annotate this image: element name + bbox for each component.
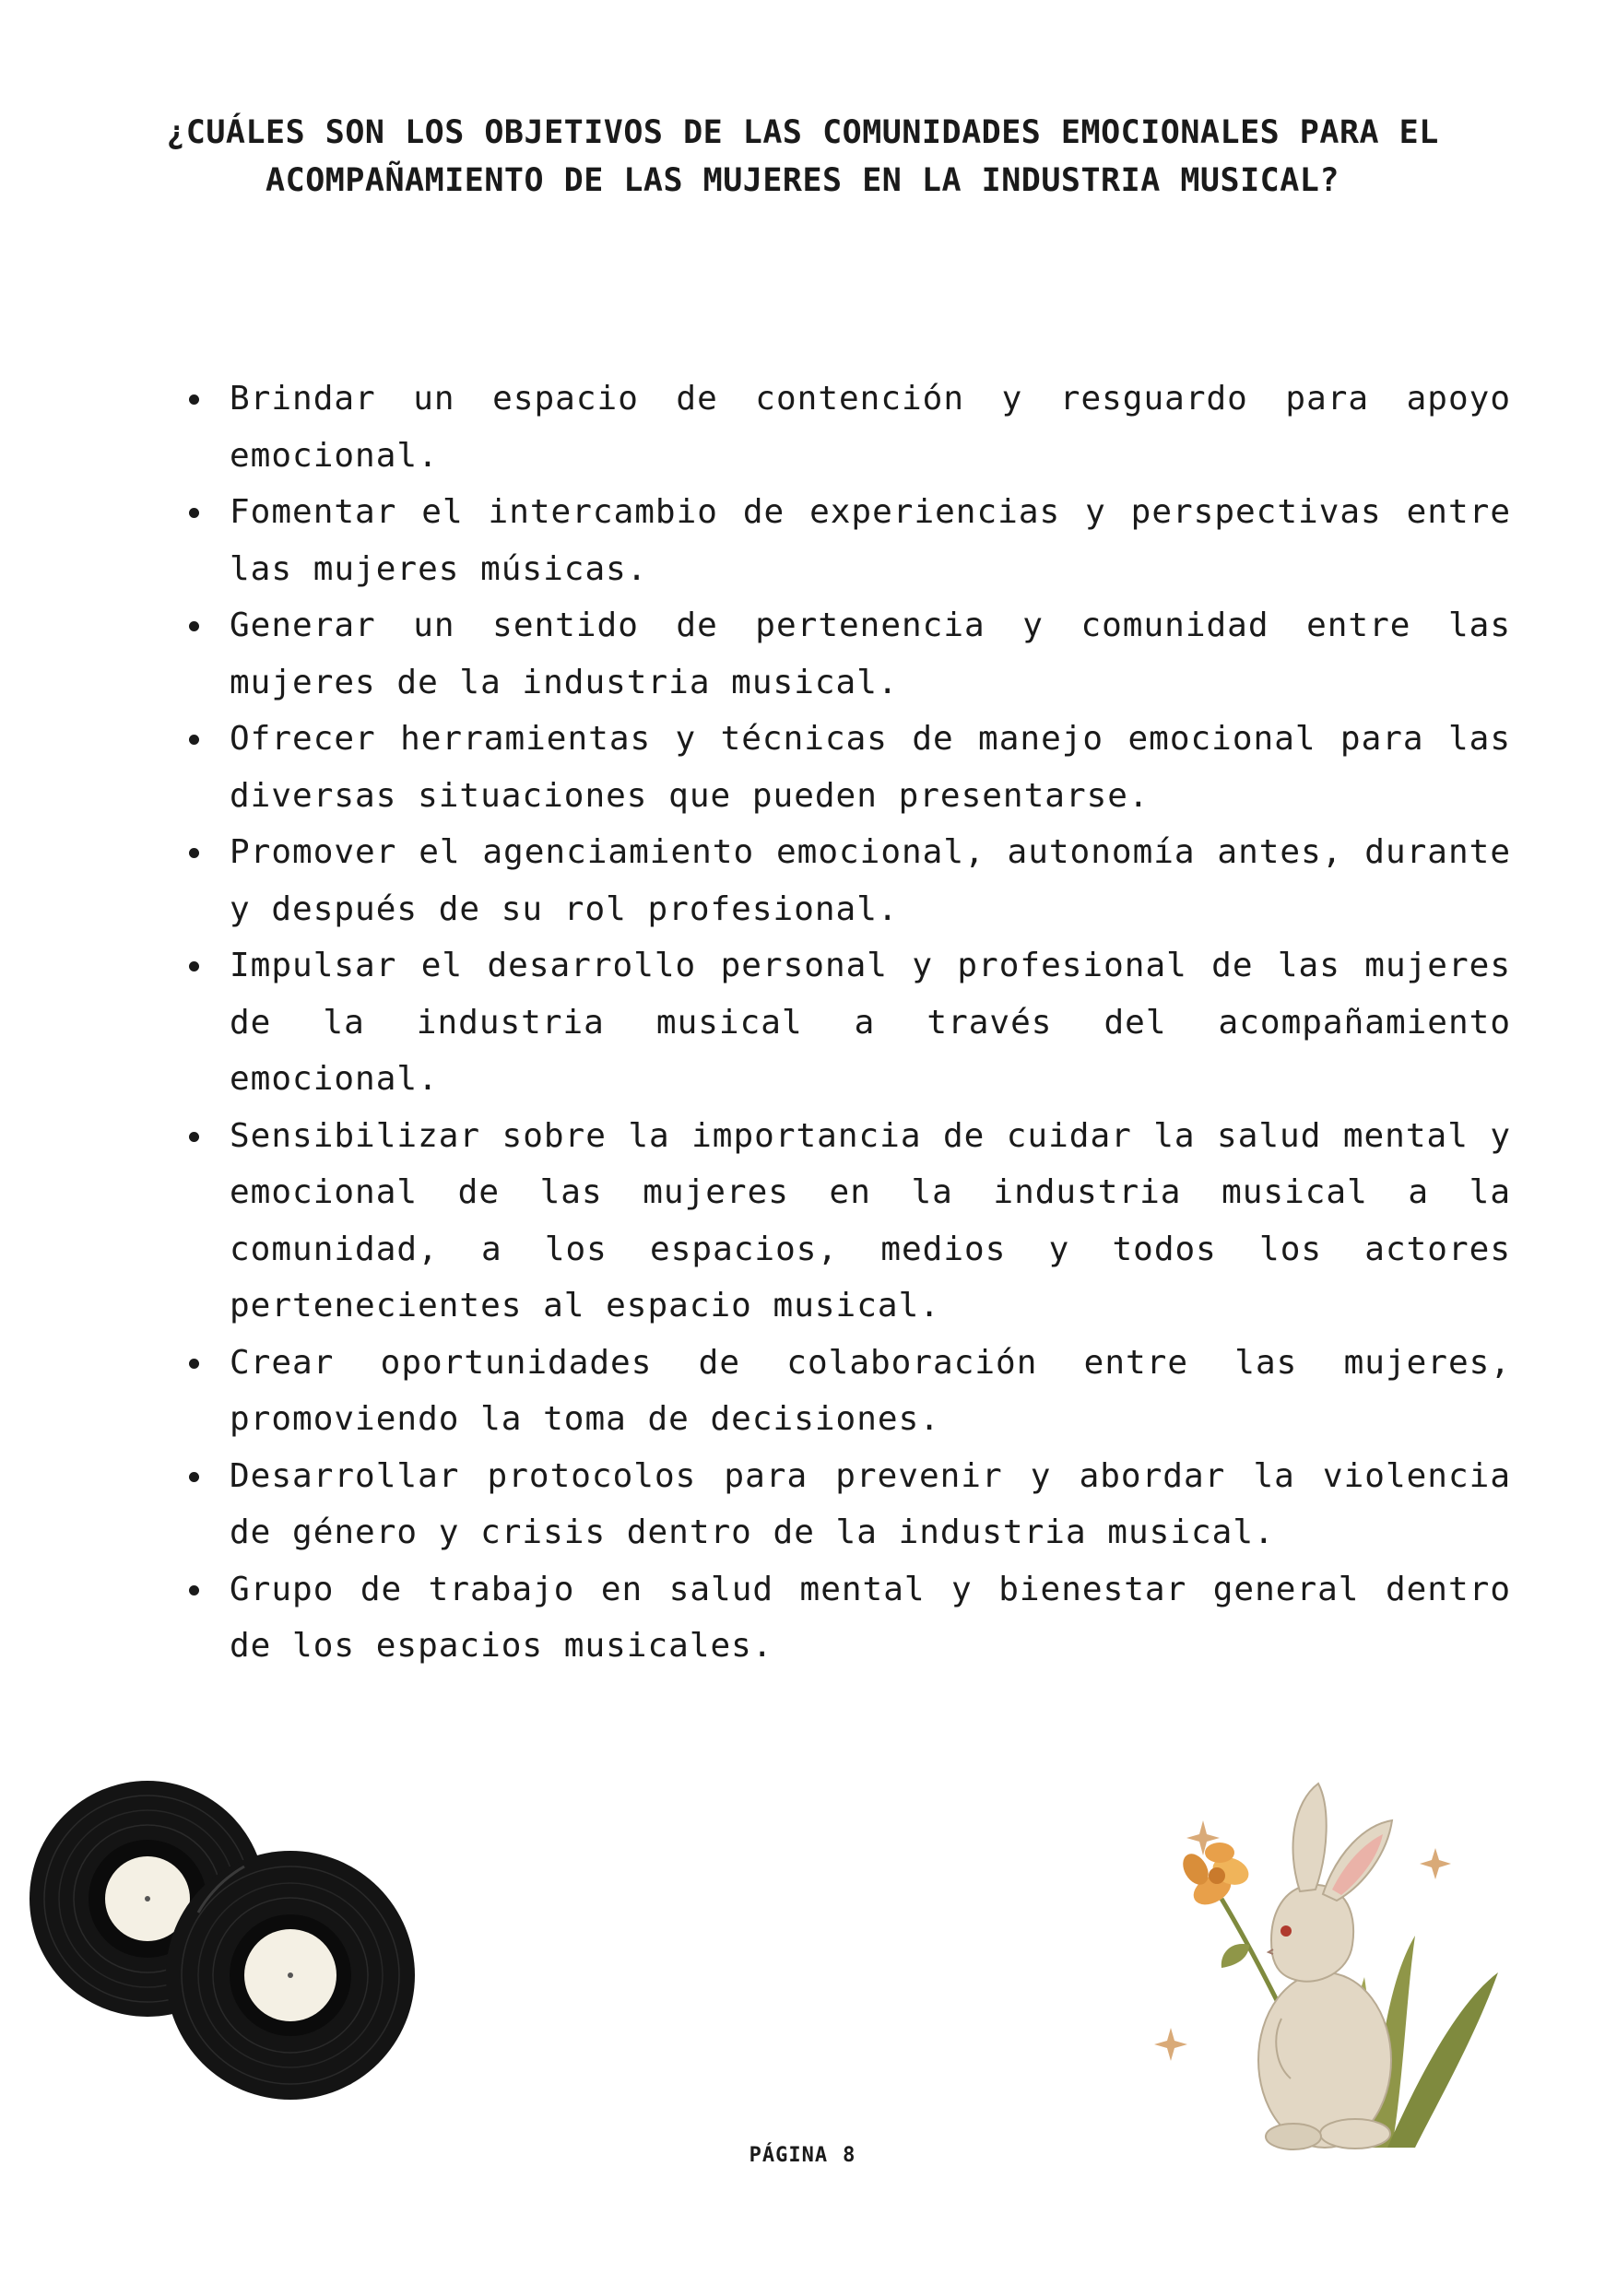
page-title: ¿CUÁLES SON LOS OBJETIVOS DE LAS COMUNIDADES EMOCIONALES PARA EL ACOMPAÑAMIENTO DE LAS MUJERES EN LA INDUSTRIA MUSICAL? <box>166 114 1439 199</box>
rabbit-icon <box>1258 1784 1392 2149</box>
list-item: Generar un sentido de pertenencia y comunidad entre las mujeres de la industria musical. <box>230 597 1511 711</box>
list-item: Brindar un espacio de contención y resguardo para apoyo emocional. <box>230 371 1511 484</box>
page-number <box>0 2144 1605 2167</box>
list-item: Grupo de trabajo en salud mental y bienestar general dentro de los espacios musicales. <box>230 1561 1511 1675</box>
flower-icon <box>1178 1843 1253 1911</box>
list-item: Ofrecer herramientas y técnicas de manejo emocional para las diversas situaciones que pueden presentarse. <box>230 711 1511 824</box>
page-label: PÁGINA <box>749 2144 829 2167</box>
list-item: Impulsar el desarrollo personal y profesional de las mujeres de la industria musical a través del acompañamiento emocional. <box>230 937 1511 1108</box>
list-item: Fomentar el intercambio de experiencias y perspectivas entre las mujeres músicas. <box>230 484 1511 597</box>
page-number-value: 8 <box>843 2144 856 2167</box>
list-item: Promover el agenciamiento emocional, autonomía antes, durante y después de su rol profesional. <box>230 824 1511 937</box>
objectives-list <box>180 371 1511 1675</box>
list-item: Crear oportunidades de colaboración entre las mujeres, promoviendo la toma de decisiones. <box>230 1335 1511 1448</box>
rabbit-with-flower-illustration <box>1111 1760 1535 2157</box>
vinyl-records-illustration <box>18 1774 443 2106</box>
list-item: Sensibilizar sobre la importancia de cuidar la salud mental y emocional de las mujeres en la industria musical a la comunidad, a los espacios, medios y todos los actores pertenecientes al espacio musical. <box>230 1108 1511 1335</box>
sparkle-icon <box>1154 2028 1187 2061</box>
list-item: Desarrollar protocolos para prevenir y abordar la violencia de género y crisis dentro de la industria musical. <box>230 1448 1511 1561</box>
vinyl-record-front <box>166 1851 415 2100</box>
sparkle-icon <box>1420 1848 1451 1879</box>
